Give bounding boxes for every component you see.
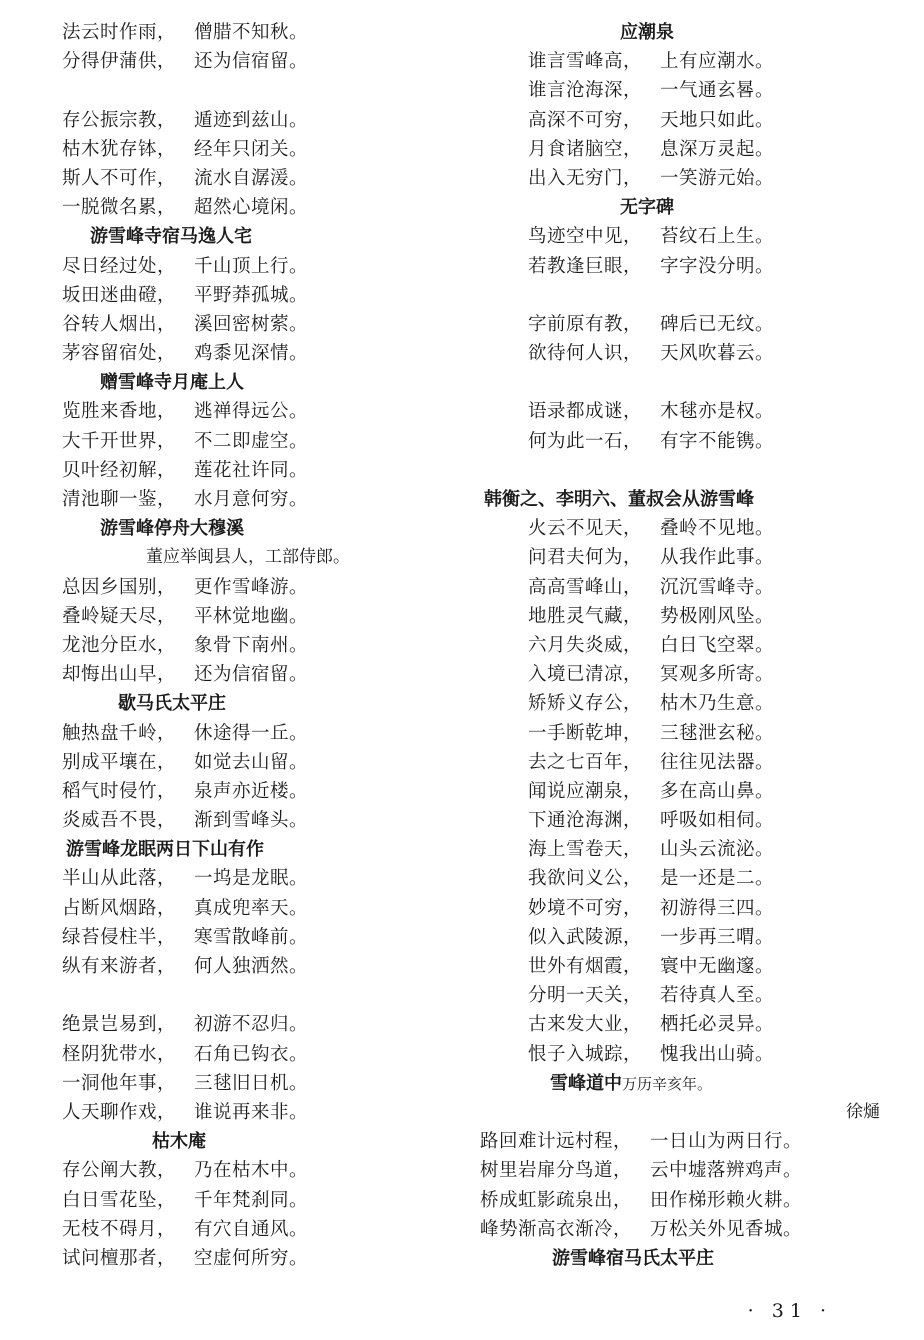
verse-first-half: 绿苔侵柱半， (62, 926, 177, 948)
verse-first-half: 何为此一石， (528, 430, 643, 452)
verse-first-half: 白日雪花坠， (62, 1189, 177, 1211)
verse-line (62, 602, 452, 631)
verse-first-half: 地胜灵气藏， (528, 605, 643, 627)
poem-title-text: 游雪峰寺宿马逸人宅 (90, 226, 252, 248)
poem-title-text: 游雪峰停舟大穆溪 (100, 518, 244, 540)
verse-line (62, 1156, 452, 1185)
verse-first-half: 叠岭疑天尽， (62, 605, 177, 627)
verse-second-half: 字字没分明。 (660, 255, 775, 277)
poem-title-text: 游雪峰龙眠两日下山有作 (66, 839, 264, 861)
verse-first-half: 一手断乾坤， (528, 722, 643, 744)
poem-title (62, 222, 452, 251)
verse-line (62, 252, 452, 281)
verse-first-half: 语录都成谜， (528, 401, 643, 423)
verse-line (480, 894, 880, 923)
verse-second-half: 逃禅得远公。 (194, 401, 309, 423)
verse-second-half: 叠岭不见地。 (660, 518, 775, 540)
verse-first-half: 茅容留宿处， (62, 343, 177, 365)
verse-line (480, 514, 880, 543)
verse-second-half: 往往见法器。 (660, 751, 775, 773)
author-name: 徐熥 (846, 1101, 880, 1122)
verse-second-half: 一坞是龙眠。 (194, 868, 309, 890)
stanza-break (62, 981, 452, 1010)
verse-second-half: 空虚何所穷。 (194, 1247, 309, 1269)
verse-first-half: 无枝不碍月， (62, 1218, 177, 1240)
verse-second-half: 何人独洒然。 (194, 956, 309, 977)
verse-line (480, 1215, 880, 1244)
verse-line (62, 193, 452, 222)
verse-first-half: 试问檀那者， (62, 1247, 177, 1269)
verse-second-half: 碑后已无纹。 (660, 313, 775, 335)
verse-first-half: 古来发大业， (528, 1014, 643, 1036)
verse-line (62, 1244, 452, 1273)
verse-second-half: 莲花社许同。 (194, 459, 309, 481)
verse-line (480, 47, 880, 76)
poem-title (62, 1127, 452, 1156)
verse-first-half: 大千开世界， (62, 430, 177, 452)
verse-line (62, 864, 452, 893)
verse-second-half: 真成兜率天。 (194, 897, 309, 919)
verse-second-half: 白日飞空翠。 (660, 634, 775, 656)
poem-title-text: 韩衡之、李明六、董叔会从游雪峰 (484, 489, 754, 510)
verse-second-half: 还为信宿留。 (194, 664, 309, 686)
verse-line (62, 164, 452, 193)
page-number: · 31 · (747, 1300, 832, 1322)
stanza-break (480, 281, 880, 310)
verse-first-half: 贝叶经初解， (62, 459, 177, 481)
verse-second-half: 多在高山鼻。 (660, 780, 775, 802)
stanza-break (480, 368, 880, 397)
verse-second-half: 天地只如此。 (660, 109, 775, 131)
verse-line (62, 952, 452, 981)
verse-line (480, 923, 880, 952)
verse-first-half: 字前原有教， (528, 313, 643, 335)
verse-first-half: 半山从此落， (62, 868, 177, 890)
verse-second-half: 初游得三四。 (660, 897, 775, 919)
poem-title-text: 应潮泉 (620, 22, 674, 43)
verse-line (62, 339, 452, 368)
verse-second-half: 枯木乃生意。 (660, 693, 775, 715)
verse-line (480, 76, 880, 105)
verse-second-half: 一步再三喟。 (660, 926, 775, 948)
verse-line (62, 1010, 452, 1039)
verse-second-half: 苔纹石上生。 (660, 226, 775, 248)
verse-line (62, 106, 452, 135)
verse-first-half: 欲待何人识， (528, 343, 643, 365)
verse-second-half: 木毬亦是权。 (660, 401, 775, 423)
poem-title-text: 枯木庵 (152, 1131, 206, 1153)
verse-line (62, 485, 452, 514)
verse-line (480, 1156, 880, 1185)
verse-second-half: 呼吸如相伺。 (660, 810, 775, 832)
verse-second-half: 栖托必灵异。 (660, 1014, 775, 1036)
verse-second-half: 寰中无幽邃。 (660, 956, 775, 977)
verse-second-half: 谁说再来非。 (194, 1101, 309, 1123)
left-column (62, 18, 452, 1273)
verse-first-half: 斯人不可作， (62, 167, 177, 189)
verse-first-half: 别成平壤在， (62, 751, 177, 773)
verse-second-half: 愧我出山骑。 (660, 1043, 775, 1065)
verse-line (62, 456, 452, 485)
verse-line (62, 894, 452, 923)
verse-first-half: 谁言雪峰高， (528, 51, 643, 73)
verse-first-half: 法云时作雨， (62, 22, 177, 43)
verse-line (480, 106, 880, 135)
verse-first-half: 世外有烟霞， (528, 956, 643, 977)
verse-first-half: 下通沧海渊， (528, 810, 643, 832)
verse-second-half: 一笑游元始。 (660, 167, 775, 189)
verse-line (480, 135, 880, 164)
verse-line (480, 310, 880, 339)
verse-first-half: 稻气时侵竹， (62, 780, 177, 802)
verse-line (480, 981, 880, 1010)
author-note: 董应举闽县人，工部侍郎。 (146, 547, 350, 568)
verse-first-half: 高深不可穷， (528, 109, 643, 131)
verse-first-half: 似入武陵源， (528, 926, 643, 948)
verse-first-half: 纵有来游者， (62, 956, 177, 977)
verse-line (62, 18, 452, 47)
verse-line (62, 660, 452, 689)
verse-first-half: 枯木犹存钵， (62, 138, 177, 160)
verse-line (480, 164, 880, 193)
poem-title-text: 雪峰道中 (550, 1072, 622, 1094)
verse-first-half: 一洞他年事， (62, 1072, 177, 1094)
verse-line (62, 1069, 452, 1098)
verse-first-half: 六月失炎威， (528, 634, 643, 656)
poem-title (62, 514, 452, 543)
verse-line (480, 222, 880, 251)
verse-first-half: 尽日经过处， (62, 255, 177, 277)
verse-first-half: 总因乡国别， (62, 576, 177, 598)
verse-line (480, 835, 880, 864)
verse-first-half: 出入无穷门， (528, 167, 643, 189)
verse-second-half: 流水自潺湲。 (194, 167, 309, 189)
verse-line (62, 427, 452, 456)
verse-line (480, 952, 880, 981)
verse-second-half: 更作雪峰游。 (194, 576, 309, 598)
verse-first-half: 若教逢巨眼， (528, 255, 643, 277)
verse-first-half: 绝景岂易到， (62, 1014, 177, 1036)
verse-line (480, 806, 880, 835)
verse-line (62, 1215, 452, 1244)
verse-second-half: 千山顶上行。 (194, 255, 309, 277)
verse-first-half: 占断风烟路， (62, 897, 177, 919)
verse-first-half: 峰势渐高衣渐冷， (480, 1218, 633, 1240)
verse-first-half: 高高雪峰山， (528, 576, 643, 598)
verse-line (62, 631, 452, 660)
verse-second-half: 象骨下南州。 (194, 634, 309, 656)
poem-title (480, 1244, 880, 1273)
verse-first-half: 存公阐大教， (62, 1160, 177, 1182)
verse-first-half: 桥成虹影疏泉出， (480, 1189, 633, 1211)
verse-first-half: 分得伊蒲供， (62, 51, 177, 73)
verse-second-half: 势极刚风坠。 (660, 605, 775, 627)
poem-title (62, 835, 452, 864)
verse-first-half: 谷转人烟出， (62, 313, 177, 335)
poem-title (480, 193, 880, 222)
verse-second-half: 息深万灵起。 (660, 138, 775, 160)
verse-first-half: 存公振宗教， (62, 109, 177, 131)
verse-first-half: 触热盘千岭， (62, 722, 177, 744)
verse-second-half: 从我作此事。 (660, 547, 775, 569)
verse-second-half: 有字不能镌。 (660, 430, 775, 452)
right-column (480, 18, 880, 1273)
poem-title-text: 无字碑 (620, 197, 674, 219)
verse-second-half: 超然心境闲。 (194, 197, 309, 219)
verse-first-half: 炎威吾不畏， (62, 810, 177, 832)
verse-first-half: 分明一天关， (528, 985, 643, 1007)
verse-line (480, 1010, 880, 1039)
verse-first-half: 鸟迹空中见， (528, 226, 643, 248)
verse-first-half: 恨子入城踪， (528, 1043, 643, 1065)
verse-second-half: 休途得一丘。 (194, 722, 309, 744)
stanza-break (480, 456, 880, 485)
verse-second-half: 有穴自通风。 (194, 1218, 309, 1240)
verse-line (62, 310, 452, 339)
verse-second-half: 水月意何穷。 (194, 489, 309, 510)
verse-line (62, 573, 452, 602)
verse-first-half: 树里岩扉分鸟道， (480, 1160, 633, 1182)
verse-line (480, 573, 880, 602)
verse-line (480, 1127, 880, 1156)
verse-first-half: 去之七百年， (528, 751, 643, 773)
verse-line (62, 135, 452, 164)
verse-second-half: 天风吹暮云。 (660, 343, 775, 365)
verse-second-half: 沉沉雪峰寺。 (660, 576, 775, 598)
verse-second-half: 云中墟落辨鸡声。 (650, 1160, 803, 1182)
verse-second-half: 如觉去山留。 (194, 751, 309, 773)
verse-second-half: 上有应潮水。 (660, 51, 775, 73)
verse-second-half: 鸡黍见深情。 (194, 343, 309, 365)
verse-second-half: 冥观多所寄。 (660, 664, 775, 686)
verse-first-half: 我欲问义公， (528, 868, 643, 890)
verse-second-half: 山头云流泌。 (660, 839, 775, 861)
verse-line (62, 777, 452, 806)
verse-first-half: 一脱微名累， (62, 197, 177, 219)
verse-line (480, 1040, 880, 1069)
verse-first-half: 却悔出山早， (62, 664, 177, 686)
verse-second-half: 一气通玄晷。 (660, 80, 775, 102)
verse-line (62, 47, 452, 76)
verse-second-half: 平野莽孤城。 (194, 284, 309, 306)
verse-line (480, 339, 880, 368)
verse-line (480, 864, 880, 893)
verse-second-half: 乃在枯木中。 (194, 1160, 309, 1182)
verse-line (62, 1186, 452, 1215)
verse-second-half: 万松关外见香城。 (650, 1218, 803, 1240)
poem-title (62, 689, 452, 718)
verse-first-half: 清池聊一鉴， (62, 489, 177, 510)
poem-title-text: 歇马氏太平庄 (118, 693, 226, 715)
verse-second-half: 还为信宿留。 (194, 51, 309, 73)
verse-first-half: 问君夫何为， (528, 547, 643, 569)
verse-second-half: 不二即虚空。 (194, 430, 309, 452)
verse-first-half: 火云不见天， (528, 518, 643, 540)
verse-second-half: 寒雪散峰前。 (194, 926, 309, 948)
verse-first-half: 柽阴犹带水， (62, 1043, 177, 1065)
verse-line (480, 689, 880, 718)
verse-first-half: 妙境不可穷， (528, 897, 643, 919)
verse-second-half: 渐到雪峰头。 (194, 810, 309, 832)
poem-title (62, 368, 452, 397)
poem-title (480, 18, 880, 47)
verse-second-half: 一日山为两日行。 (650, 1131, 803, 1153)
verse-second-half: 是一还是二。 (660, 868, 775, 890)
verse-first-half: 矫矫义存公， (528, 693, 643, 715)
verse-first-half: 人天聊作戏， (62, 1101, 177, 1123)
verse-line (62, 923, 452, 952)
verse-second-half: 僧腊不知秋。 (194, 22, 309, 43)
verse-first-half: 海上雪卷天， (528, 839, 643, 861)
verse-second-half: 平林觉地幽。 (194, 605, 309, 627)
verse-line (62, 748, 452, 777)
verse-line (480, 748, 880, 777)
verse-first-half: 月食诸脑空， (528, 138, 643, 160)
verse-first-half: 闻说应潮泉， (528, 780, 643, 802)
verse-second-half: 石角已钩衣。 (194, 1043, 309, 1065)
verse-second-half: 溪回密树萦。 (194, 313, 309, 335)
poem-title-text: 游雪峰宿马氏太平庄 (552, 1247, 714, 1269)
verse-second-half: 三毬泄玄秘。 (660, 722, 775, 744)
verse-line (480, 252, 880, 281)
poem-title (480, 1069, 880, 1098)
verse-line (480, 602, 880, 631)
verse-first-half: 谁言沧海深， (528, 80, 643, 102)
verse-second-half: 遁迹到兹山。 (194, 109, 309, 131)
poem-title (480, 485, 880, 514)
verse-line (62, 1040, 452, 1069)
poem-date-note: 万历辛亥年。 (622, 1074, 713, 1093)
verse-line (480, 397, 880, 426)
verse-first-half: 龙池分臣水， (62, 634, 177, 656)
verse-second-half: 经年只闭关。 (194, 138, 309, 160)
verse-line (62, 281, 452, 310)
verse-line (62, 719, 452, 748)
verse-line (480, 543, 880, 572)
verse-line (480, 719, 880, 748)
verse-line (480, 427, 880, 456)
verse-first-half: 路回难计远村程， (480, 1131, 633, 1153)
verse-first-half: 坂田迷曲磴， (62, 284, 177, 306)
stanza-break (62, 76, 452, 105)
verse-second-half: 若待真人至。 (660, 985, 775, 1007)
poem-title-text: 赠雪峰寺月庵上人 (100, 372, 244, 394)
verse-first-half: 览胜来香地， (62, 401, 177, 423)
verse-second-half: 泉声亦近楼。 (194, 780, 309, 802)
verse-first-half: 入境已清凉， (528, 664, 643, 686)
verse-line (480, 660, 880, 689)
verse-line (480, 631, 880, 660)
verse-second-half: 三毬旧日机。 (194, 1072, 309, 1094)
verse-second-half: 千年梵刹同。 (194, 1189, 309, 1211)
verse-line (480, 1186, 880, 1215)
verse-line (480, 777, 880, 806)
verse-second-half: 田作梯形赖火耕。 (650, 1189, 803, 1211)
verse-line (62, 1098, 452, 1127)
verse-line (62, 806, 452, 835)
verse-line (62, 397, 452, 426)
verse-second-half: 初游不忍归。 (194, 1014, 309, 1036)
